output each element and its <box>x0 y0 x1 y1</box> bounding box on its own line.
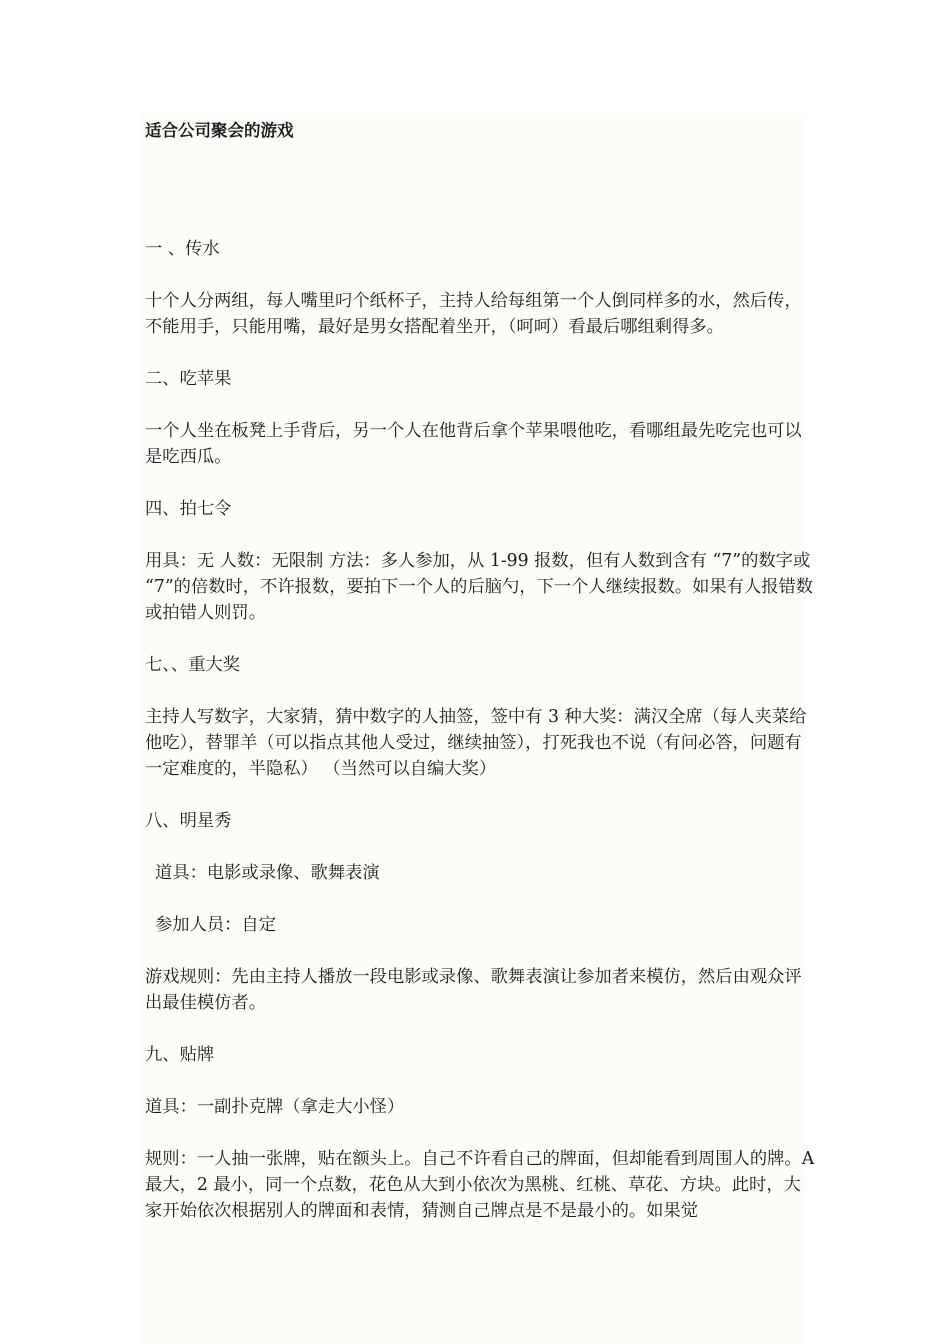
section-6-paragraph-1: 道具：一副扑克牌（拿走大小怪） <box>145 1097 405 1117</box>
section-6-paragraph-2: 规则：一人抽一张牌，贴在额头上。自己不许看自己的牌面，但却能看到周围人的牌。A 最大，2 最小，同一个点数，花色从大到小依次为黑桃、红桃、草花、方块。此时，大家开始依次根据别人的牌面和表情，猜测自己牌点是不是最小的。如果觉 <box>145 1149 815 1221</box>
section-3-paragraph-1: 用具：无 人数：无限制 方法：多人参加，从 1-99 报数，但有人数到含有 “7”的数字或 “7”的倍数时，不许报数，要拍下一个人的后脑勺，下一个人继续报数。如果有人报错数或拍错人则罚。 <box>145 551 814 623</box>
section-heading-4: 七、、重大奖 <box>145 655 241 675</box>
section-1-paragraph-1: 十个人分两组，每人嘴里叼个纸杯子，主持人给每组第一个人倒同样多的水，然后传，不能用手，只能用嘴，最好是男女搭配着坐开，（呵呵）看最后哪组剩得多。 <box>145 291 802 337</box>
section-heading-3: 四、拍七令 <box>145 499 232 519</box>
section-4-paragraph-1: 主持人写数字，大家猜，猜中数字的人抽签，签中有 3 种大奖：满汉全席（每人夹菜给他吃），替罪羊（可以指点其他人受过，继续抽签），打死我也不说（有问必答，问题有一定难度的，半隐私） （当然可以自编大奖） <box>145 707 807 779</box>
document-title: 适合公司聚会的游戏 <box>145 121 294 140</box>
section-heading-5: 八、明星秀 <box>145 811 232 831</box>
section-heading-2: 二、吃苹果 <box>145 369 232 389</box>
section-2-paragraph-1: 一个人坐在板凳上手背后，另一个人在他背后拿个苹果喂他吃，看哪组最先吃完也可以是吃西瓜。 <box>145 421 802 467</box>
section-5-paragraph-3: 游戏规则：先由主持人播放一段电影或录像、歌舞表演让参加者来模仿，然后由观众评出最佳模仿者。 <box>145 967 802 1013</box>
section-heading-6: 九、贴牌 <box>145 1045 215 1065</box>
section-5-paragraph-1: 道具：电影或录像、歌舞表演 <box>155 863 380 883</box>
section-heading-1: 一 、传水 <box>145 239 220 259</box>
section-5-paragraph-2: 参加人员：自定 <box>155 915 276 935</box>
document-body <box>145 118 817 1224</box>
